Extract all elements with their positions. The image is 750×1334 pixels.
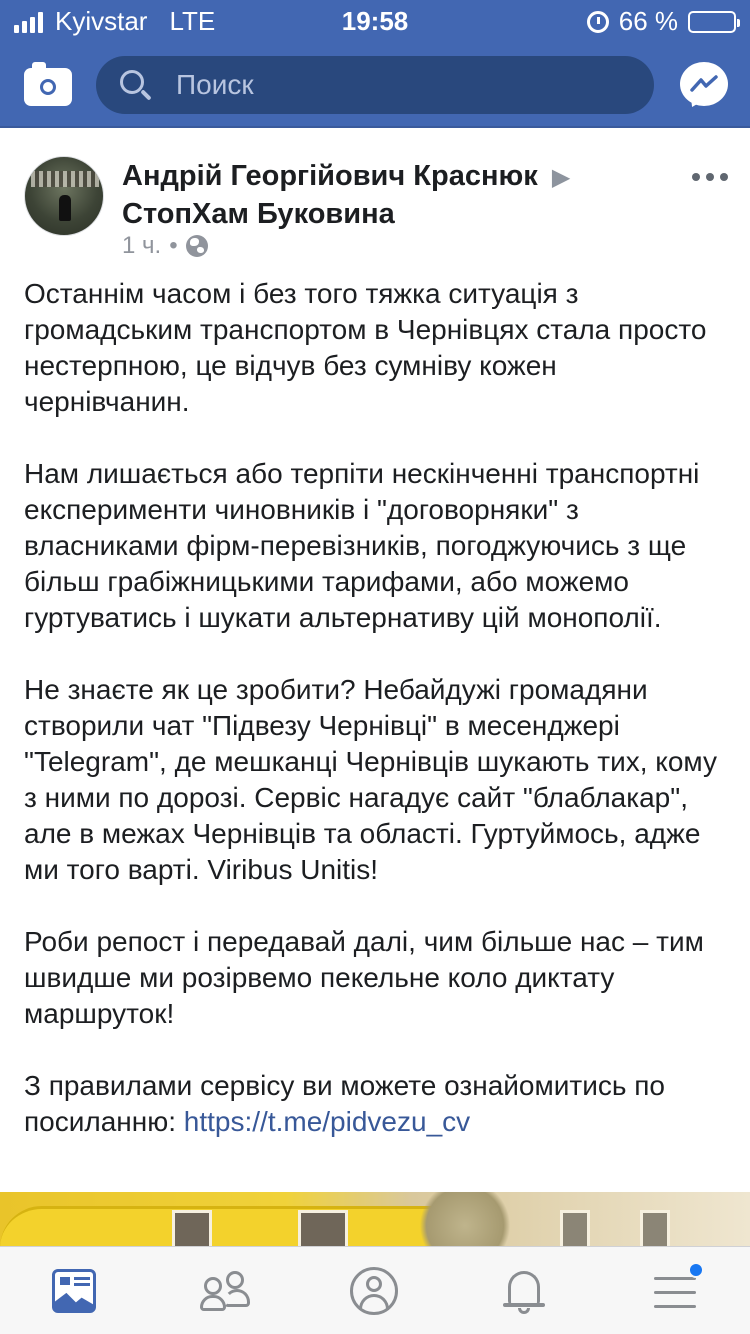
battery-percent: 66 % <box>618 6 678 36</box>
post-paragraph: Роби репост і передавай далі, чим більше нас – тим швидше ми розірвемо пекельне коло диктату маршруток! <box>24 926 704 1029</box>
clock: 19:58 <box>341 6 409 36</box>
rules-text: З правилами сервісу ви можете ознайомитись по посиланню: <box>24 1070 665 1137</box>
search-input[interactable] <box>176 66 636 104</box>
news-feed-icon[interactable] <box>50 1267 102 1315</box>
post-image[interactable] <box>0 1192 750 1248</box>
bottom-tab-bar <box>0 1246 750 1334</box>
status-bar <box>0 0 750 40</box>
more-options-icon[interactable] <box>692 170 728 184</box>
author-name[interactable]: Андрій Георгійович Краснюк <box>122 160 538 192</box>
messenger-icon[interactable] <box>680 62 728 110</box>
carrier-name: Kyivstar <box>55 6 148 36</box>
search-icon <box>120 70 154 104</box>
post-paragraph: Останнім часом і без того тяжка ситуація з громадським транспортом в Чернівцях стала просто нестерпною, це відчув без сумніву кожен чернівчанин. <box>24 278 707 417</box>
status-right <box>587 6 736 37</box>
alarm-icon <box>587 11 609 33</box>
post-meta <box>122 232 208 260</box>
post-paragraph: Нам лишається або терпіти нескінченні транспортні експерименти чиновників і "договорняки" з власниками фірм-перевізників, погоджуючись з ще більш грабіжницькими тарифами, або можемо гуртуватись і шукати альтернативу цій монополії. <box>24 458 700 633</box>
battery-icon <box>688 11 736 33</box>
network-type: LTE <box>169 6 216 36</box>
camera-icon[interactable] <box>24 62 72 106</box>
search-bar[interactable] <box>96 56 654 114</box>
author-avatar[interactable] <box>24 156 104 236</box>
share-arrow-icon: ▶ <box>551 164 571 191</box>
group-name[interactable]: СтопХам Буковина <box>122 198 395 230</box>
telegram-link[interactable]: https://t.me/pidvezu_cv <box>183 1106 471 1137</box>
globe-icon <box>186 235 208 257</box>
post-body <box>24 276 724 1140</box>
menu-notification-badge <box>688 1262 704 1278</box>
meta-separator: • <box>169 232 178 259</box>
top-header <box>0 0 750 128</box>
post-header-title <box>122 158 602 232</box>
post-paragraph <box>24 1068 724 1140</box>
notifications-icon[interactable] <box>500 1267 552 1315</box>
profile-icon[interactable] <box>350 1267 402 1315</box>
post-paragraph: Не знаєте як це зробити? Небайдужі громадяни створили чат "Підвезу Чернівці" в месенджері "Telegram", де мешканці Чернівців шукають тих, кому з ними по дорозі. Сервіс нагадує сайт "блаблакар", але в межах Чернівців та області. Гуртуймось, адже ми того варті. Viribus Unitis! <box>24 674 717 885</box>
post-time[interactable]: 1 ч. <box>122 232 162 259</box>
friends-icon[interactable] <box>200 1267 252 1315</box>
